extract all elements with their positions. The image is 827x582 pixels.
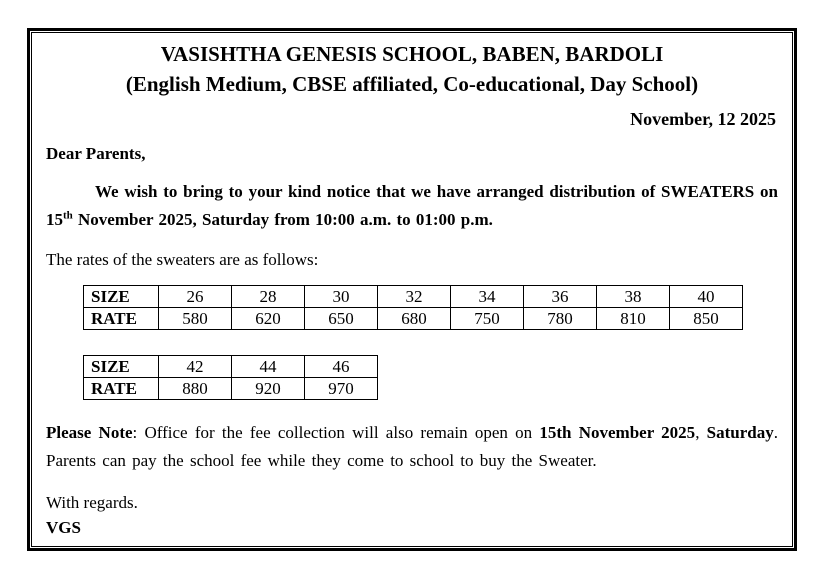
note-separator: , xyxy=(695,423,707,442)
signature: VGS xyxy=(46,518,81,537)
table-cell-rate: 780 xyxy=(524,308,597,330)
notice-date: November, 12 2025 xyxy=(630,109,776,129)
table-row-size xyxy=(84,356,378,378)
table-row-rate xyxy=(84,378,378,400)
table-cell-rate: 650 xyxy=(305,308,378,330)
table-cell-size: 36 xyxy=(524,286,597,308)
note-bold-day: Saturday xyxy=(706,423,774,442)
intro-paragraph xyxy=(46,178,778,234)
note-text-2: . Parents can pay the school fee while they come to school to buy the Sweater. xyxy=(46,423,778,470)
salutation: Dear Parents, xyxy=(46,144,146,163)
table-row-rate xyxy=(84,308,743,330)
note-text-1: : Office for the fee collection will also remain open on xyxy=(132,423,540,442)
table-cell-size: 42 xyxy=(159,356,232,378)
table-cell-rate: 620 xyxy=(232,308,305,330)
table-cell-size: 40 xyxy=(670,286,743,308)
table-cell-size: 44 xyxy=(232,356,305,378)
table-cell-size: 30 xyxy=(305,286,378,308)
table-cell-rate: 850 xyxy=(670,308,743,330)
note-paragraph xyxy=(46,419,778,475)
table-cell-rate: 680 xyxy=(378,308,451,330)
rate-row-label: RATE xyxy=(84,308,159,330)
school-description-subtitle: (English Medium, CBSE affiliated, Co-educational, Day School) xyxy=(125,72,699,96)
ordinal-superscript: th xyxy=(63,209,73,222)
table-cell-rate: 580 xyxy=(159,308,232,330)
table-cell-size: 38 xyxy=(597,286,670,308)
table-cell-rate: 880 xyxy=(159,378,232,400)
size-row-label: SIZE xyxy=(84,356,159,378)
table-cell-size: 32 xyxy=(378,286,451,308)
intro-text-before-superscript: We wish to bring to your kind notice that we have arranged distribution of SWEATERS on 15 xyxy=(46,182,778,229)
table-cell-size: 46 xyxy=(305,356,378,378)
notice-border-frame xyxy=(27,28,797,551)
school-name-title: VASISHTHA GENESIS SCHOOL, BABEN, BARDOLI xyxy=(160,42,664,66)
intro-text-after-superscript: November 2025, Saturday from 10:00 a.m. to 01:00 p.m. xyxy=(72,210,493,229)
table-cell-rate: 810 xyxy=(597,308,670,330)
table-cell-size: 28 xyxy=(232,286,305,308)
rate-row-label: RATE xyxy=(84,378,159,400)
table-cell-rate: 750 xyxy=(451,308,524,330)
table-row-size xyxy=(84,286,743,308)
rates-intro-line: The rates of the sweaters are as follows: xyxy=(46,250,319,269)
note-label: Please Note xyxy=(46,423,133,442)
notice-content-area xyxy=(31,32,793,547)
sweater-rates-table-2 xyxy=(83,355,378,400)
sweater-rates-table-1 xyxy=(83,285,743,330)
table-cell-size: 34 xyxy=(451,286,524,308)
table-cell-rate: 920 xyxy=(232,378,305,400)
table-cell-rate: 970 xyxy=(305,378,378,400)
closing-line: With regards. xyxy=(46,493,138,512)
table-cell-size: 26 xyxy=(159,286,232,308)
size-row-label: SIZE xyxy=(84,286,159,308)
note-bold-date: 15th November 2025 xyxy=(539,423,696,442)
